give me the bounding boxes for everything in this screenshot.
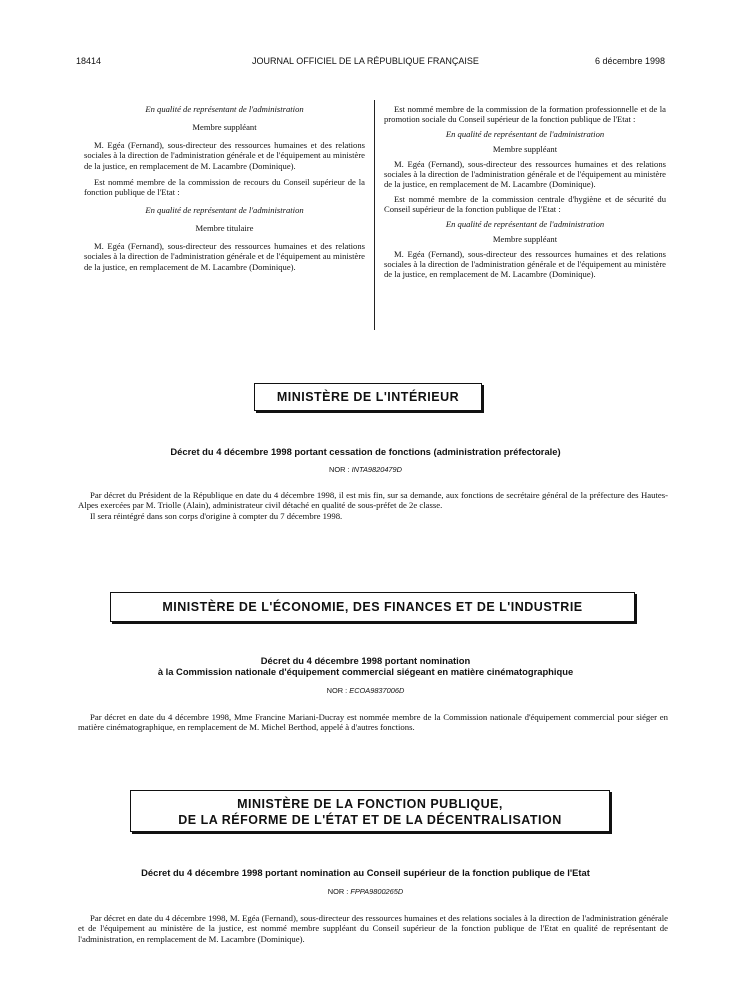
decree-body xyxy=(78,490,668,521)
ministry-title-line: DE LA RÉFORME DE L'ÉTAT ET DE LA DÉCENTRALISATION xyxy=(178,813,562,827)
appointment-paragraph: M. Egéa (Fernand), sous-directeur des ressources humaines et des relations sociales à la direction de l'administration générale et de l'équipement au ministère de la justice, en remplacement de M. Lacambre (Dominique). xyxy=(384,158,666,189)
journal-title: JOURNAL OFFICIEL DE LA RÉPUBLIQUE FRANÇAISE xyxy=(252,56,479,66)
appointment-paragraph: M. Egéa (Fernand), sous-directeur des ressources humaines et des relations sociales à la direction de l'administration générale et de l'équipement au ministère de la justice, en remplacement de M. Lacambre (Dominique). xyxy=(384,248,666,279)
decree-paragraph: Par décret en date du 4 décembre 1998, Mme Francine Mariani-Ducray est nommée membre de la Commission nationale d'équipement commercial pour siéger en matière cinématographique, en remplacement de M. Michel Berthod, appelé à d'autres fonctions. xyxy=(78,712,668,733)
nor-label: NOR : xyxy=(326,686,348,695)
issue-date: 6 décembre 1998 xyxy=(594,56,665,66)
ministry-title-line: MINISTÈRE DE LA FONCTION PUBLIQUE, xyxy=(237,797,503,811)
decree-body xyxy=(78,712,668,733)
commission-paragraph: Est nommé membre de la commission de la formation professionnelle et de la promotion sociale du Conseil supérieur de la fonction publique de l'Etat : xyxy=(384,104,666,125)
decree-title-line: Décret du 4 décembre 1998 portant nomination xyxy=(260,655,471,666)
membership-heading: Membre suppléant xyxy=(192,122,257,133)
decree-paragraph: Par décret du Président de la République en date du 4 décembre 1998, il est mis fin, sur sa demande, aux fonctions de secrétaire général de la préfecture des Hautes-Alpes exercées par M. Triolle (Alain), administrateur civil détaché en qualité de sous-préfet de 2e classe. xyxy=(78,490,668,511)
membership-heading: Membre suppléant xyxy=(492,144,558,155)
ministry-heading-fonction-publique xyxy=(130,790,610,832)
capacity-heading: En qualité de représentant de l'administration xyxy=(145,104,304,114)
capacity-heading: En qualité de représentant de l'administration xyxy=(445,219,605,230)
commission-paragraph: Est nommé membre de la commission de recours du Conseil supérieur de la fonction publique de l'Etat : xyxy=(84,176,365,197)
membership-heading: Membre titulaire xyxy=(195,223,254,234)
ministry-heading-economie xyxy=(110,592,635,622)
page-number: 18414 xyxy=(76,56,102,66)
nor-code: INTA9820479D xyxy=(351,465,402,474)
ministry-title: MINISTÈRE DE L'ÉCONOMIE, DES FINANCES ET DE L'INDUSTRIE xyxy=(162,600,583,614)
decree-body xyxy=(78,913,668,944)
commission-paragraph: Est nommé membre de la commission centrale d'hygiène et de sécurité du Conseil supérieur de la fonction publique de l'Etat : xyxy=(384,193,666,215)
capacity-heading: En qualité de représentant de l'administration xyxy=(145,204,304,215)
right-column xyxy=(384,104,666,283)
decree-title xyxy=(0,655,731,678)
decree-paragraph: Il sera réintégré dans son corps d'origine à compter du 7 décembre 1998. xyxy=(90,510,343,521)
decree-title: Décret du 4 décembre 1998 portant cessation de fonctions (administration préfectorale) xyxy=(170,446,561,457)
capacity-heading: En qualité de représentant de l'administration xyxy=(445,129,605,140)
nor-code: FPPA9800265D xyxy=(350,887,404,896)
decree-title: Décret du 4 décembre 1998 portant nomination au Conseil supérieur de la fonction publique de l'Etat xyxy=(141,867,590,878)
appointment-paragraph: M. Egéa (Fernand), sous-directeur des ressources humaines et des relations sociales à la direction de l'administration générale et de l'équipement au ministère de la justice, en remplacement de M. Lacambre (Dominique). xyxy=(84,140,365,171)
nor-reference xyxy=(0,465,731,474)
decree-paragraph: Par décret en date du 4 décembre 1998, M. Egéa (Fernand), sous-directeur des ressources humaines et des relations sociales à la direction de l'administration générale et de l'équipement au ministère de la justice, est nommé membre suppléant du Conseil supérieur de la fonction publique de l'Etat en qualité de représentant de l'administration, en remplacement de M. Lacambre (Dominique). xyxy=(78,913,668,944)
ministry-title: MINISTÈRE DE L'INTÉRIEUR xyxy=(276,390,460,404)
appointment-paragraph: M. Egéa (Fernand), sous-directeur des ressources humaines et des relations sociales à la direction de l'administration générale et de l'équipement au ministère de la justice, en remplacement de M. Lacambre (Dominique). xyxy=(84,241,365,272)
nor-reference xyxy=(0,887,731,896)
column-divider xyxy=(374,100,375,330)
membership-heading: Membre suppléant xyxy=(492,234,558,245)
ministry-heading-interieur xyxy=(254,383,482,411)
nor-reference xyxy=(0,686,731,695)
left-column xyxy=(84,104,365,276)
nor-label: NOR : xyxy=(327,887,349,896)
nor-code: ECOA9837006D xyxy=(349,686,405,695)
nor-label: NOR : xyxy=(329,465,350,474)
decree-title-line: à la Commission nationale d'équipement commercial siégeant en matière cinématographique xyxy=(157,666,574,678)
